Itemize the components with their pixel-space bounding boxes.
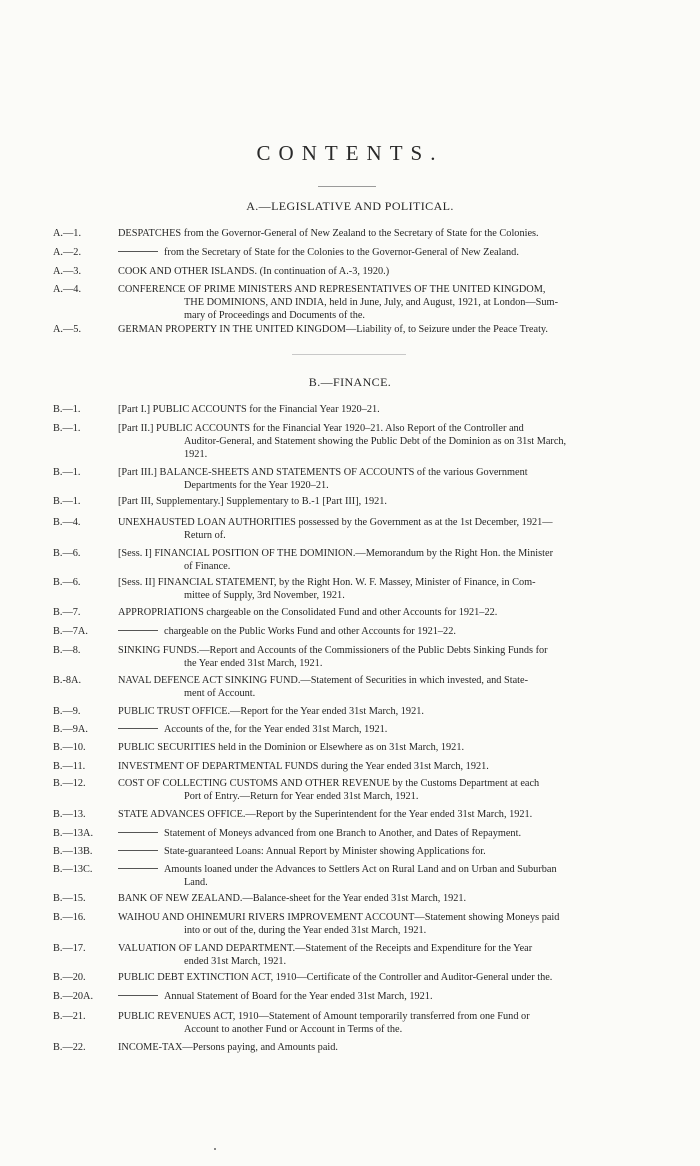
ditto-dash (118, 995, 158, 996)
entry-line-text: Land. (184, 877, 208, 888)
entry-line-text: COST OF COLLECTING CUSTOMS AND OTHER REVENUE by the Customs Department at each (118, 778, 540, 789)
entry-code: B.—13C. (53, 864, 93, 875)
entry-line (118, 466, 650, 479)
page-mark (214, 1148, 216, 1150)
entry-line (118, 990, 650, 1003)
entry-text (118, 1010, 650, 1036)
entry-line (118, 403, 650, 416)
entry-code: B.—7. (53, 607, 81, 618)
entry-line-text: of Finance. (184, 561, 231, 572)
entry-line (118, 560, 650, 573)
entry-line (118, 971, 650, 984)
entry-text (118, 246, 650, 259)
ditto-dash (118, 850, 158, 851)
section-heading: A.—LEGISLATIVE AND POLITICAL. (246, 199, 454, 213)
entry-line-text: INVESTMENT OF DEPARTMENTAL FUNDS during the Year ended 31st March, 1921. (118, 761, 489, 772)
entry-line (118, 863, 650, 876)
entry-line-text: 1921. (184, 449, 208, 460)
entry-line-text: GERMAN PROPERTY IN THE UNITED KINGDOM—Liability of, to Seizure under the Peace Treaty. (118, 324, 548, 335)
entry-text (118, 760, 650, 773)
entry-line (118, 723, 650, 736)
entry-line (118, 246, 650, 259)
entry-line (118, 422, 650, 435)
entry-code: B.—21. (53, 1011, 86, 1022)
entry-line-text: PUBLIC REVENUES ACT, 1910—Statement of Amount temporarily transferred from one Fund or (118, 1011, 530, 1022)
entry-line-text: UNEXHAUSTED LOAN AUTHORITIES possessed by the Government as at the 1st December, 1921— (118, 517, 553, 528)
entry-line-text: PUBLIC TRUST OFFICE.—Report for the Year ended 31st March, 1921. (118, 706, 424, 717)
entry-line-text: DESPATCHES from the Governor-General of New Zealand to the Secretary of State for the Colonies. (118, 228, 539, 239)
entry-line (118, 924, 650, 937)
entry-text (118, 674, 650, 700)
entry-line (118, 911, 650, 924)
entry-text (118, 777, 650, 803)
entry-line (118, 296, 650, 309)
entry-line (118, 687, 650, 700)
entry-code: A.—1. (53, 228, 82, 239)
entry-text (118, 606, 650, 619)
entry-line-text: [Sess. I] FINANCIAL POSITION OF THE DOMINION.—Memorandum by the Right Hon. the Minister (118, 548, 554, 559)
entry-line-text: APPROPRIATIONS chargeable on the Consolidated Fund and other Accounts for 1921–22. (118, 607, 498, 618)
section-divider (292, 354, 406, 355)
section-heading: B.—FINANCE. (308, 375, 392, 389)
entry-text (118, 971, 650, 984)
entry-line-text: Port of Entry.—Return for Year ended 31st March, 1921. (184, 791, 419, 802)
entry-line (118, 955, 650, 968)
entry-line (118, 625, 650, 638)
entry-code: B.—1. (53, 423, 81, 434)
entry-line (118, 283, 650, 296)
entry-line (118, 705, 650, 718)
entry-line (118, 777, 650, 790)
ditto-dash (118, 728, 158, 729)
entry-line (118, 1023, 650, 1036)
entry-line (118, 760, 650, 773)
entry-line (118, 1041, 650, 1054)
entry-text (118, 741, 650, 754)
page-title: CONTENTS. (256, 141, 444, 165)
entry-text (118, 576, 650, 602)
entry-code: B.—12. (53, 778, 86, 789)
entry-code: B.—22. (53, 1042, 86, 1053)
entry-text (118, 283, 650, 322)
entry-text (118, 827, 650, 840)
entry-text (118, 990, 650, 1003)
entry-line-text: the Year ended 31st March, 1921. (184, 658, 323, 669)
entry-line-text: Departments for the Year 1920–21. (184, 480, 329, 491)
entry-line-text: NAVAL DEFENCE ACT SINKING FUND.—Statement of Securities in which invested, and State- (118, 675, 529, 686)
entry-code: B.—20A. (53, 991, 94, 1002)
entry-code: A.—4. (53, 284, 82, 295)
entry-code: B.—8. (53, 645, 81, 656)
entry-line (118, 827, 650, 840)
entry-code: B.—6. (53, 548, 81, 559)
entry-line-text: CONFERENCE OF PRIME MINISTERS AND REPRESENTATIVES OF THE UNITED KINGDOM, (118, 284, 546, 295)
entry-code: B.-8A. (53, 675, 82, 686)
entry-line-text: chargeable on the Public Works Fund and other Accounts for 1921–22. (164, 626, 456, 637)
entry-code: A.—5. (53, 324, 82, 335)
entry-line (118, 790, 650, 803)
entry-line-text: STATE ADVANCES OFFICE.—Report by the Superintendent for the Year ended 31st March, 1921. (118, 809, 533, 820)
entry-code: B.—17. (53, 943, 86, 954)
entry-line-text: Return of. (184, 530, 226, 541)
entry-line-text: BANK OF NEW ZEALAND.—Balance-sheet for the Year ended 31st March, 1921. (118, 893, 467, 904)
entry-line (118, 547, 650, 560)
entry-line-text: SINKING FUNDS.—Report and Accounts of the Commissioners of the Public Debts Sinking Funds for (118, 645, 548, 656)
entry-line-text: Auditor-General, and Statement showing the Public Debt of the Dominion as on 31st March, (184, 436, 567, 447)
entry-line (118, 495, 650, 508)
entry-text (118, 892, 650, 905)
entry-text (118, 644, 650, 670)
entry-line (118, 892, 650, 905)
entry-text (118, 625, 650, 638)
entry-line-text: PUBLIC SECURITIES held in the Dominion or Elsewhere as on 31st March, 1921. (118, 742, 465, 753)
entry-line (118, 323, 650, 336)
entry-line-text: from the Secretary of State for the Colonies to the Governor-General of New Zealand. (164, 247, 519, 258)
entry-code: B.—4. (53, 517, 81, 528)
entry-code: B.—20. (53, 972, 86, 983)
ditto-dash (118, 251, 158, 252)
entry-line-text: [Part III, Supplementary.] Supplementary to B.-1 [Part III], 1921. (118, 496, 387, 507)
entry-code: B.—11. (53, 761, 86, 772)
entry-line-text: VALUATION OF LAND DEPARTMENT.—Statement of the Receipts and Expenditure for the Year (118, 943, 533, 954)
entry-code: B.—13A. (53, 828, 94, 839)
entry-text (118, 723, 650, 736)
entry-code: B.—10. (53, 742, 86, 753)
entry-line-text: COOK AND OTHER ISLANDS. (In continuation of A.-3, 1920.) (118, 266, 390, 277)
entry-code: B.—1. (53, 404, 81, 415)
entry-line-text: [Sess. II] FINANCIAL STATEMENT, by the Right Hon. W. F. Massey, Minister of Finance, in Com- (118, 577, 536, 588)
entry-line (118, 644, 650, 657)
entry-code: B.—9A. (53, 724, 88, 735)
entry-line (118, 227, 650, 240)
entry-line-text: [Part II.] PUBLIC ACCOUNTS for the Financial Year 1920–21. Also Report of the Controller and (118, 423, 524, 434)
ditto-dash (118, 630, 158, 631)
entry-code: B.—1. (53, 496, 81, 507)
entry-text (118, 705, 650, 718)
entry-line (118, 845, 650, 858)
entry-line (118, 435, 650, 448)
entry-line-text: THE DOMINIONS, AND INDIA, held in June, July, and August, 1921, at London—Sum- (184, 297, 559, 308)
entry-line (118, 479, 650, 492)
entry-line (118, 576, 650, 589)
entry-line-text: INCOME-TAX—Persons paying, and Amounts paid. (118, 1042, 338, 1053)
entry-line-text: ment of Account. (184, 688, 256, 699)
entry-text (118, 863, 650, 889)
entry-code: B.—15. (53, 893, 86, 904)
ditto-dash (118, 832, 158, 833)
ditto-dash (118, 868, 158, 869)
entry-text (118, 323, 650, 336)
entry-text (118, 422, 650, 461)
entry-text (118, 265, 650, 278)
entry-line-text: [Part III.] BALANCE-SHEETS AND STATEMENTS OF ACCOUNTS of the various Government (118, 467, 528, 478)
entry-text (118, 516, 650, 542)
entry-line (118, 265, 650, 278)
entry-line-text: WAIHOU AND OHINEMURI RIVERS IMPROVEMENT ACCOUNT—Statement showing Moneys paid (118, 912, 560, 923)
entry-line (118, 657, 650, 670)
entry-text (118, 1041, 650, 1054)
entry-text (118, 547, 650, 573)
entry-line (118, 448, 650, 461)
entry-text (118, 466, 650, 492)
entry-line-text: PUBLIC DEBT EXTINCTION ACT, 1910—Certificate of the Controller and Auditor-General under the. (118, 972, 553, 983)
entry-line (118, 942, 650, 955)
entry-line (118, 529, 650, 542)
title-divider (318, 186, 376, 187)
entry-line (118, 674, 650, 687)
entry-text (118, 495, 650, 508)
entry-text (118, 227, 650, 240)
entry-code: B.—9. (53, 706, 81, 717)
entry-line-text: Statement of Moneys advanced from one Branch to Another, and Dates of Repayment. (164, 828, 522, 839)
entry-line-text: mary of Proceedings and Documents of the. (184, 310, 366, 321)
entry-text (118, 403, 650, 416)
entry-line-text: mittee of Supply, 3rd November, 1921. (184, 590, 345, 601)
entry-line-text: Account to another Fund or Account in Terms of the. (184, 1024, 403, 1035)
entry-line (118, 808, 650, 821)
entry-line-text: Accounts of the, for the Year ended 31st March, 1921. (164, 724, 388, 735)
entry-text (118, 942, 650, 968)
entry-text (118, 845, 650, 858)
entry-line (118, 589, 650, 602)
entry-line (118, 741, 650, 754)
entry-code: B.—16. (53, 912, 86, 923)
entry-line (118, 516, 650, 529)
entry-line-text: Annual Statement of Board for the Year ended 31st March, 1921. (164, 991, 433, 1002)
entry-line-text: ended 31st March, 1921. (184, 956, 287, 967)
entry-line (118, 606, 650, 619)
entry-code: B.—6. (53, 577, 81, 588)
entry-code: B.—7A. (53, 626, 88, 637)
entry-line-text: Amounts loaned under the Advances to Settlers Act on Rural Land and on Urban and Suburban (164, 864, 557, 875)
entry-line (118, 309, 650, 322)
entry-text (118, 808, 650, 821)
entry-line-text: [Part I.] PUBLIC ACCOUNTS for the Financial Year 1920–21. (118, 404, 380, 415)
entry-code: B.—13. (53, 809, 86, 820)
entry-line (118, 1010, 650, 1023)
entry-line-text: into or out of the, during the Year ended 31st March, 1921. (184, 925, 427, 936)
entry-code: A.—2. (53, 247, 82, 258)
entry-code: B.—13B. (53, 846, 93, 857)
entry-line (118, 876, 650, 889)
entry-code: B.—1. (53, 467, 81, 478)
entry-line-text: State-guaranteed Loans: Annual Report by Minister showing Applications for. (164, 846, 486, 857)
entry-code: A.—3. (53, 266, 82, 277)
entry-text (118, 911, 650, 937)
